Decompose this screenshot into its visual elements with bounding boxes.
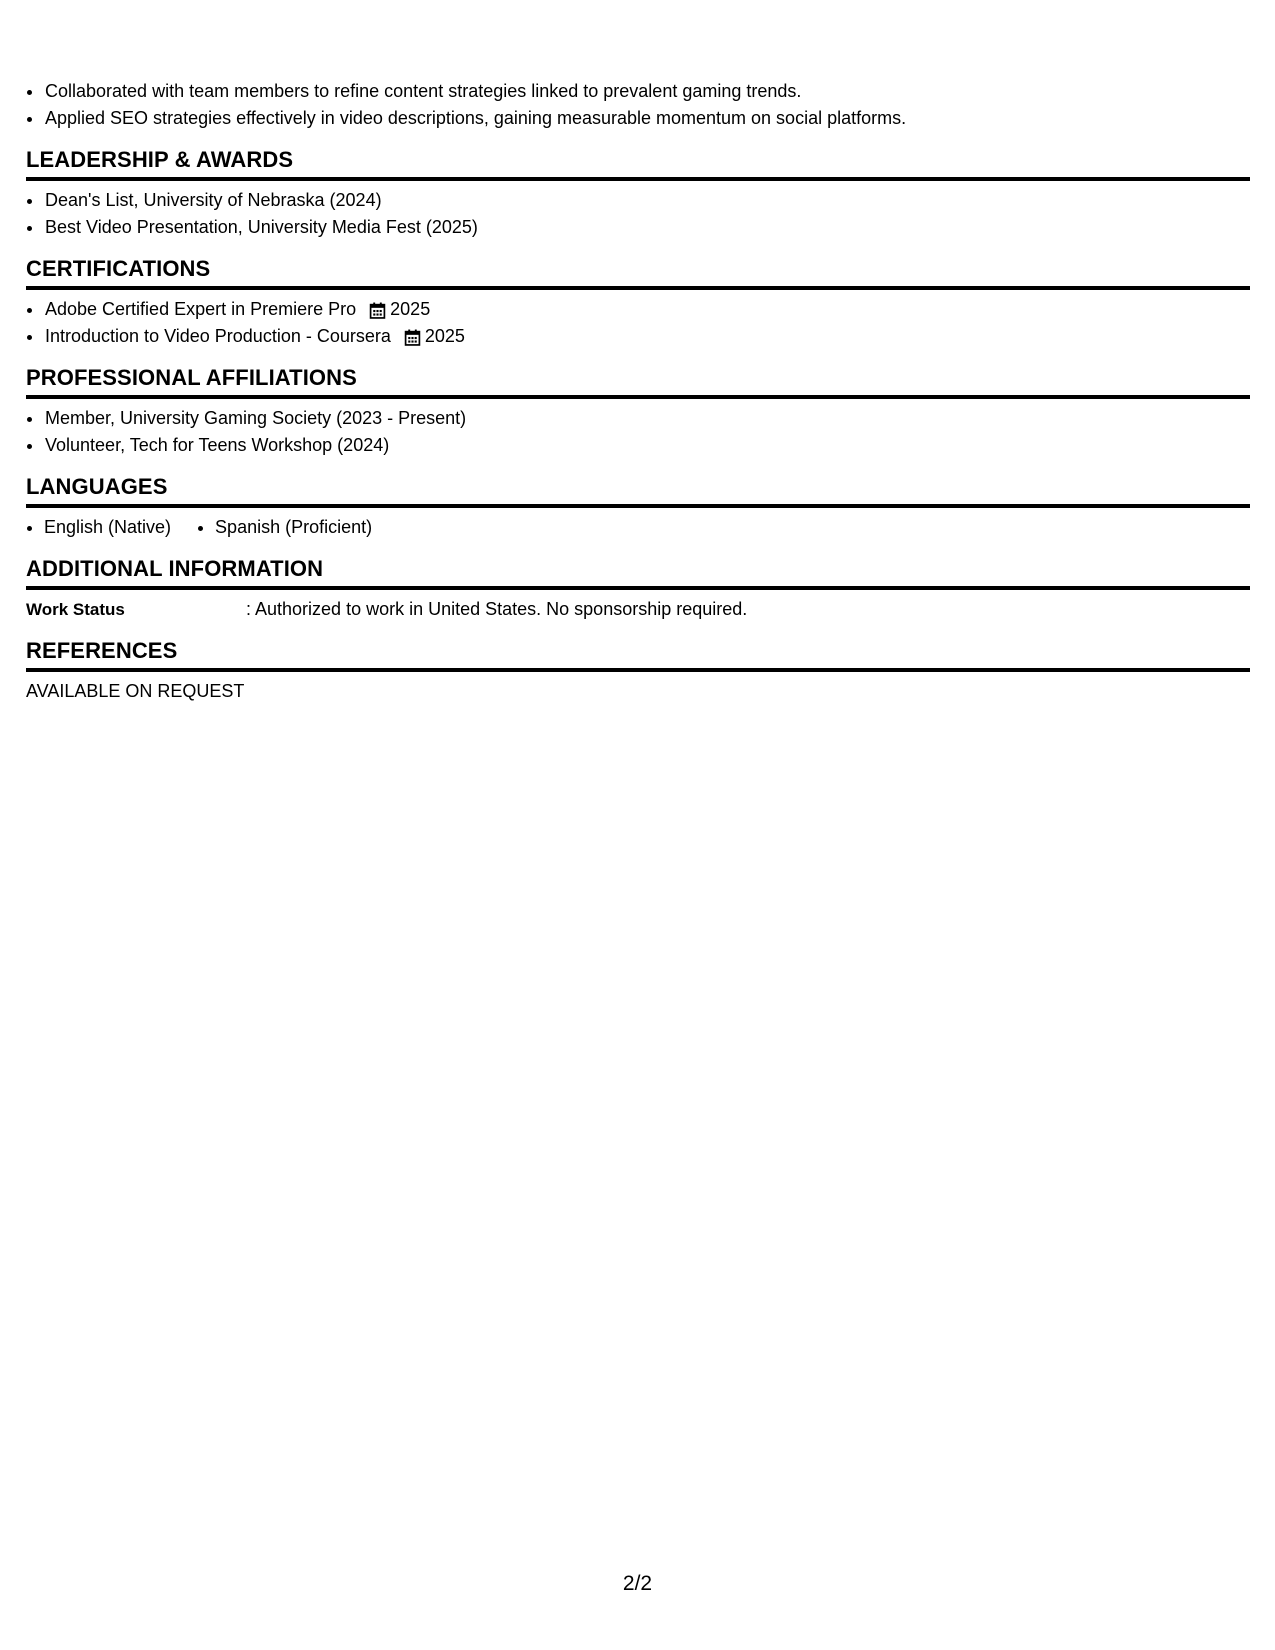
- affiliations-section: [26, 364, 1250, 459]
- experience-bullet: • Applied SEO strategies effectively in video descriptions, gaining measurable momentum on social platforms.: [44, 105, 1250, 132]
- references-section: [26, 637, 1250, 705]
- certifications-heading: CERTIFICATIONS: [26, 255, 1250, 290]
- leadership-item: • Dean's List, University of Nebraska (2024): [44, 187, 1250, 214]
- languages-list: [26, 514, 1250, 541]
- language-item: • English (Native): [44, 514, 171, 541]
- affiliations-list: [26, 405, 1250, 459]
- work-status-value: : Authorized to work in United States. No sponsorship required.: [246, 599, 748, 619]
- additional-info-section: [26, 555, 1250, 623]
- affiliations-heading: PROFESSIONAL AFFILIATIONS: [26, 364, 1250, 399]
- work-status-row: [26, 596, 1250, 623]
- additional-info-heading: ADDITIONAL INFORMATION: [26, 555, 1250, 590]
- certifications-list: [26, 296, 1250, 350]
- certification-year: 2025: [424, 326, 465, 346]
- references-heading: REFERENCES: [26, 637, 1250, 672]
- certification-year: 2025: [390, 299, 431, 319]
- calendar-icon: [404, 329, 421, 346]
- certification-name: Introduction to Video Production - Coursera: [45, 326, 391, 346]
- certification-name: Adobe Certified Expert in Premiere Pro: [45, 299, 357, 319]
- calendar-icon: [369, 302, 386, 319]
- leadership-item: • Best Video Presentation, University Media Fest (2025): [44, 214, 1250, 241]
- leadership-list: [26, 187, 1250, 241]
- certifications-section: [26, 255, 1250, 350]
- page-number: 2/2: [622, 1572, 653, 1595]
- certification-item: [44, 296, 1250, 323]
- languages-section: [26, 473, 1250, 541]
- references-text: AVAILABLE ON REQUEST: [26, 681, 245, 701]
- experience-bullets: [26, 78, 1250, 132]
- experience-bullet: • Collaborated with team members to refine content strategies linked to prevalent gaming trends.: [44, 78, 1250, 105]
- affiliation-item: • Volunteer, Tech for Teens Workshop (2024): [44, 432, 1250, 459]
- affiliation-item: • Member, University Gaming Society (2023 - Present): [44, 405, 1250, 432]
- languages-heading: LANGUAGES: [26, 473, 1250, 508]
- work-status-label: Work Status: [26, 600, 125, 619]
- language-item: • Spanish (Proficient): [215, 514, 372, 541]
- leadership-section: [26, 146, 1250, 241]
- resume-page: [26, 78, 1250, 705]
- certification-item: [44, 323, 1250, 350]
- leadership-heading: LEADERSHIP & AWARDS: [26, 146, 1250, 181]
